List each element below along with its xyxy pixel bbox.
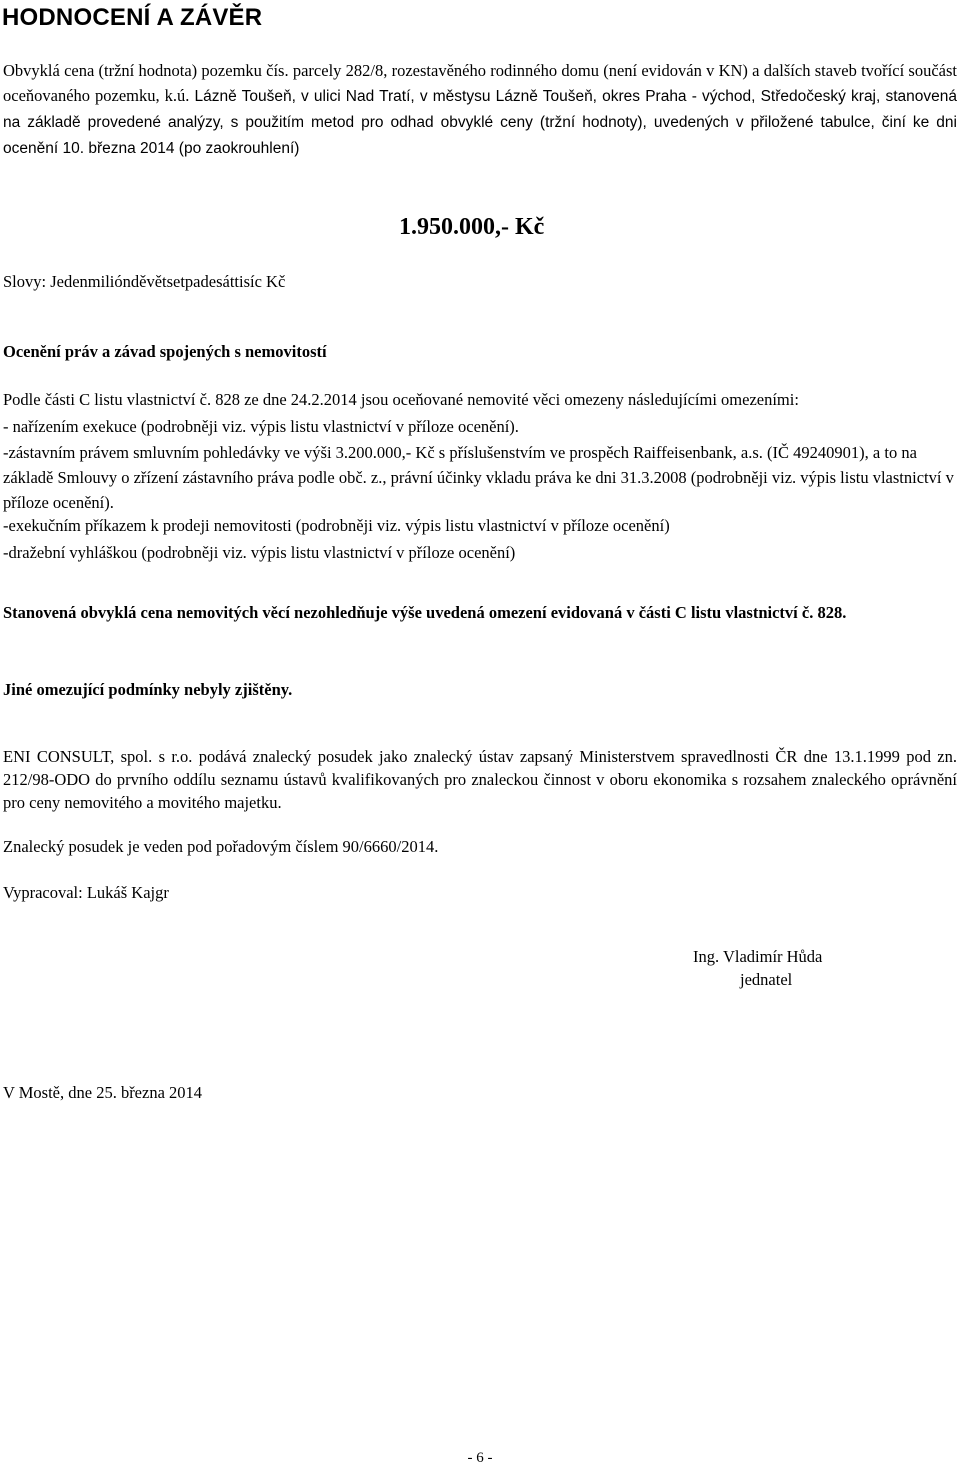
rights-line-4: -exekučním příkazem k prodeji nemovitosti (podrobněji viz. výpis listu vlastnictví v příloze ocenění) <box>3 516 670 535</box>
place-and-date: V Mostě, dne 25. března 2014 <box>3 1083 203 1102</box>
signatory-role: jednatel <box>740 970 793 989</box>
signatory-name: Ing. Vladimír Hůda <box>693 947 823 966</box>
eni-consult-statement: ENI CONSULT, spol. s r.o. podává znalecký posudek jako znalecký ústav zapsaný Ministerstvem spravedlnosti ČR dne 13.1.1999 pod zn. 212/98-ODO do prvního oddílu seznamu ústavů kvalifikovaných pro znaleckou činnost v oboru ekonomika s rozsahem znaleckého oprávnění pro ceny nemovitého a movitého majetku. <box>3 747 957 812</box>
rights-line-1: Podle části C listu vlastnictví č. 828 ze dne 24.2.2014 jsou oceňované nemovité věci omezeny následujícími omezeními: <box>3 390 799 409</box>
rights-line-5: -dražební vyhláškou (podrobněji viz. výpis listu vlastnictví v příloze ocenění) <box>3 543 516 562</box>
statement-price-limitations: Stanovená obvyklá cena nemovitých věcí nezohledňuje výše uvedená omezení evidovaná v části C listu vlastnictví č. 828. <box>3 603 847 622</box>
page-title: HODNOCENÍ A ZÁVĚR <box>2 4 263 31</box>
price-in-words: Slovy: Jedenmiliónděvětsetpadesáttisíc Kč <box>3 272 286 291</box>
rights-line-3: -zástavním právem smluvním pohledávky ve výši 3.200.000,- Kč s příslušenstvím ve prospěch Raiffeisenbank, a.s. (IČ 49240901), a to na základě Smlouvy o zřízení zástavního práva podle obč. z., právní účinky vkladu práva ke dni 31.3.2008 (podrobněji viz. výpis listu vlastnictví v příloze ocenění). <box>3 443 954 512</box>
rights-heading: Ocenění práv a závad spojených s nemovitostí <box>3 342 327 361</box>
author: Vypracoval: Lukáš Kajgr <box>3 883 169 902</box>
statement-no-other-conditions: Jiné omezující podmínky nebyly zjištěny. <box>3 680 293 699</box>
rights-line-2: - nařízením exekuce (podrobněji viz. výpis listu vlastnictví v příloze ocenění). <box>3 417 519 436</box>
market-price: 1.950.000,- Kč <box>399 214 545 240</box>
record-number: Znalecký posudek je veden pod pořadovým číslem 90/6660/2014. <box>3 837 439 856</box>
valuation-intro-part1: Obvyklá cena (tržní hodnota) pozemku čís. parcely 282/8, rozestavěného rodinného domu (není evidován v KN) a dalších staveb tvořící součást oceňovaného pozemku, k.ú. <box>3 61 957 105</box>
valuation-intro <box>3 58 957 161</box>
page-number: - 6 - <box>467 1450 493 1466</box>
valuation-intro-part2: Lázně Toušeň, v ulici Nad Tratí, v městysu Lázně Toušeň, okres Praha - východ, Středočeský kraj, stanovená na základě provedené analýzy, s použitím metod pro odhad obvyklé ceny (tržní hodnoty), uvedených v přiložené tabulce, činí ke dni ocenění 10. března 2014 (po zaokrouhlení) <box>3 88 957 157</box>
